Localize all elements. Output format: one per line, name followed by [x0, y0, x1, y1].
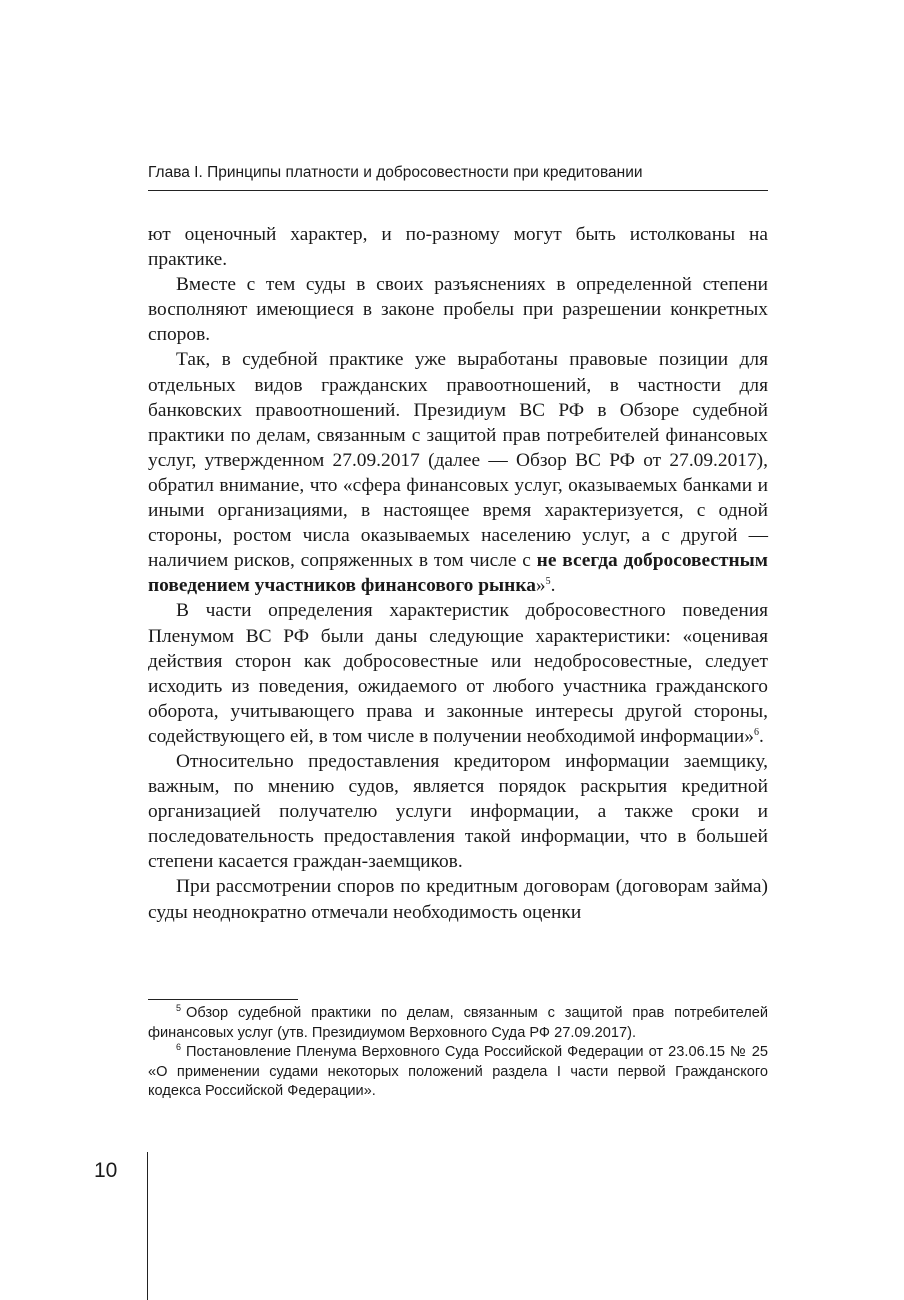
- paragraph-4-text: В части определения характеристик добросовестного поведения Пленумом ВС РФ были даны следующие характеристики: «оценивая действия сторон как добросовестные или недобросовестные, следует исходить из поведения, ожидаемого от любого участника гражданского оборота, учитывающего права и законные интересы другой стороны, содействующего ей, в том числе в получении необходимой информации»: [148, 600, 768, 747]
- paragraph-3-closing-quote: »: [535, 575, 546, 597]
- paragraph-4-period: .: [758, 725, 764, 747]
- footnote-6: [148, 1043, 768, 1102]
- margin-rule: [147, 1152, 148, 1300]
- footnote-6-text: Постановление Пленума Верховного Суда Российской Федерации от 23.06.15 № 25 «О применении судами некоторых положений раздела I части первой Гражданского кодекса Российской Федерации».: [148, 1044, 768, 1100]
- paragraph-3-text: Так, в судебной практике уже выработаны правовые позиции для отдельных видов гражданских правоотношений, в частности для банковских правоотношений. Президиум ВС РФ в Обзоре судебной практики по делам, связанным с защитой прав потребителей финансовых услуг, утвержденном 27.09.2017 (далее — Обзор ВС РФ от 27.09.2017), обратил внимание, что «сфера финансовых услуг, оказываемых банками и иными организациями, в настоящее время характеризуется, с одной стороны, ростом числа оказываемых населению услуг, а с другой — наличием рисков, сопряженных в том числе с: [148, 349, 768, 572]
- running-head-title: Глава I. Принципы платности и добросовестности при кредитовании: [148, 164, 643, 181]
- footnote-5: [148, 1004, 768, 1043]
- page-number: 10: [94, 1159, 118, 1182]
- footnote-5-number: 5: [176, 1003, 182, 1013]
- paragraph-3: [148, 347, 768, 598]
- paragraph-5: Относительно предоставления кредитором информации заемщику, важным, по мнению судов, является порядок раскрытия кредитной организацией получателю услуги информации, а также сроки и последовательность предоставления такой информации, что в большей степени касается граждан-заемщиков.: [148, 750, 768, 873]
- paragraph-3-period: .: [550, 575, 556, 597]
- paragraph-2: Вместе с тем суды в своих разъяснениях в определенной степени восполняют имеющиеся в законе пробелы при разрешении конкретных споров.: [148, 274, 768, 346]
- footnotes: [148, 1004, 768, 1102]
- footnote-separator: [148, 999, 298, 1000]
- footnote-5-text: Обзор судебной практики по делам, связанным с защитой прав потребителей финансовых услуг (утв. Президиумом Верховного Суда РФ 27.09.2017).: [148, 1005, 768, 1041]
- main-text: [148, 222, 768, 925]
- paragraph-3-bold-phrase: не всегда добросовестным поведением участников финансового рынка: [148, 550, 768, 597]
- paragraph-6: При рассмотрении споров по кредитным договорам (договорам займа) суды неоднократно отмечали необходимость оценки: [148, 876, 768, 923]
- paragraph-1: ют оценочный характер, и по-разному могут быть истолкованы на практике.: [148, 224, 768, 271]
- footnote-ref-5[interactable]: 5: [545, 576, 551, 588]
- paragraph-4: [148, 598, 768, 749]
- footnote-6-number: 6: [176, 1042, 182, 1053]
- footnote-ref-6[interactable]: 6: [753, 726, 759, 738]
- header-rule: [148, 190, 768, 191]
